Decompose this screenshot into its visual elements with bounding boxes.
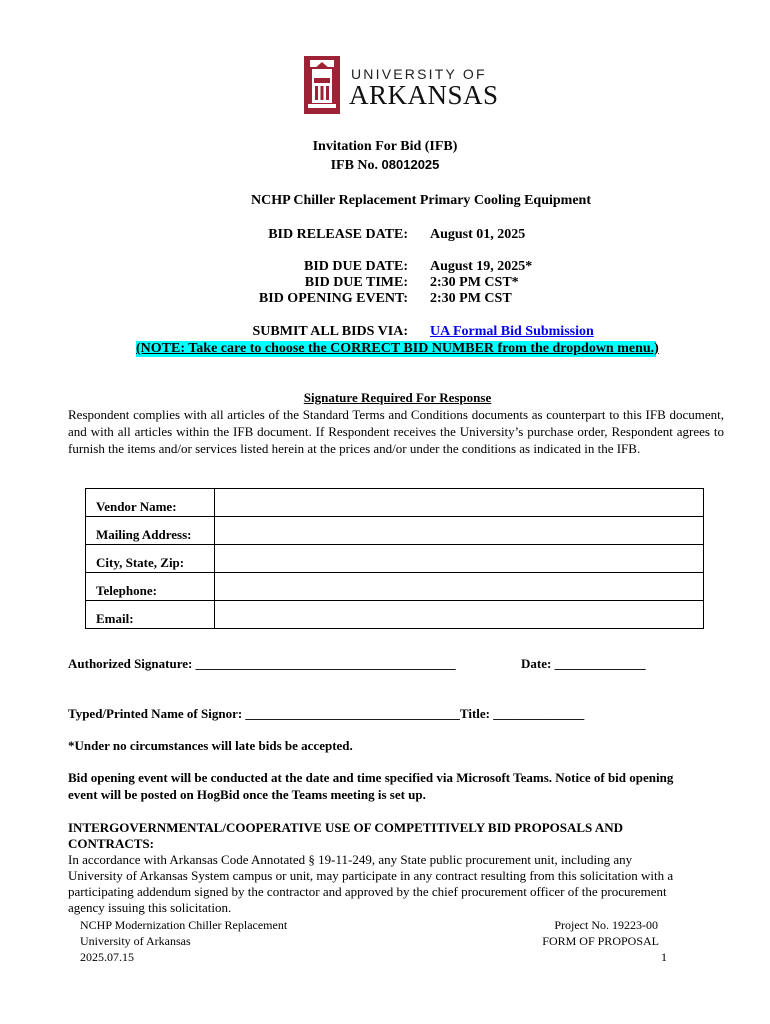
footer-project-number: Project No. 19223-00: [554, 918, 658, 932]
mailing-address-label: Mailing Address:: [86, 517, 215, 545]
dropdown-note: (NOTE: Take care to choose the CORRECT BID NUMBER from the dropdown menu.): [136, 341, 659, 356]
telephone-label: Telephone:: [86, 573, 215, 601]
ua-formal-bid-submission-link[interactable]: UA Formal Bid Submission: [430, 324, 594, 339]
due-time-value: 2:30 PM CST*: [430, 275, 519, 290]
teams-notice-line2: event will be posted on HogBid once the Teams meeting is set up.: [68, 787, 426, 802]
coop-text-line3: participating addendum signed by the contractor and approved by the chief procurement officer of the procurement: [68, 884, 667, 899]
city-state-zip-label: City, State, Zip:: [86, 545, 215, 573]
vendor-info-table: [85, 488, 704, 629]
table-row: [86, 573, 704, 601]
footer-university: University of Arkansas: [80, 934, 191, 948]
document-title: Invitation For Bid (IFB): [312, 139, 458, 154]
vendor-name-field[interactable]: [215, 489, 704, 517]
city-state-zip-field[interactable]: [215, 545, 704, 573]
email-field[interactable]: [215, 601, 704, 629]
late-bids-notice: *Under no circumstances will late bids be accepted.: [68, 738, 353, 753]
date-line[interactable]: Date: ______________: [521, 656, 646, 671]
release-date-value: August 01, 2025: [430, 227, 526, 242]
signature-heading: Signature Required For Response: [303, 390, 492, 405]
footer-right: [500, 917, 667, 965]
coop-heading-line1: INTERGOVERNMENTAL/COOPERATIVE USE OF COMPETITIVELY BID PROPOSALS AND: [68, 820, 623, 835]
mailing-address-field[interactable]: [215, 517, 704, 545]
ifb-number: 08012025: [381, 157, 440, 172]
logo-text-university: UNIVERSITY OF: [351, 66, 487, 82]
vendor-name-label: Vendor Name:: [86, 489, 215, 517]
ifb-number-line: [0, 157, 770, 174]
logo-text-arkansas: ARKANSAS: [349, 80, 499, 110]
opening-event-value: 2:30 PM CST: [430, 291, 512, 306]
email-label: Email:: [86, 601, 215, 629]
authorized-signature-line[interactable]: Authorized Signature: ________________________________________: [68, 656, 456, 671]
coop-text-line4: agency issuing this solicitation.: [68, 900, 232, 915]
coop-text-line2: University of Arkansas System campus or unit, may participate in any contract resulting from this solicitation with a: [68, 868, 674, 883]
ifb-prefix: IFB No.: [330, 158, 382, 173]
table-row: [86, 545, 704, 573]
footer-form-title: FORM OF PROPOSAL: [542, 934, 659, 948]
coop-text-line1: In accordance with Arkansas Code Annotated § 19-11-249, any State public procurement unit, including any: [68, 852, 633, 867]
due-date-label: BID DUE DATE:: [304, 259, 408, 274]
typed-name-title-line[interactable]: Typed/Printed Name of Signor: _________________________________Title: ______________: [68, 706, 585, 721]
coop-heading-line2: CONTRACTS:: [68, 836, 154, 851]
footer-project-name: NCHP Modernization Chiller Replacement: [80, 918, 288, 932]
teams-notice-line1: Bid opening event will be conducted at the date and time specified via Microsoft Teams. Notice of bid opening: [68, 770, 674, 785]
release-date-label: BID RELEASE DATE:: [268, 227, 408, 242]
respondent-paragraph: Respondent complies with all articles of the Standard Terms and Conditions documents as counterpart to this IFB document, and with all articles within the IFB document. If Respondent receives the University’s purchase order, Respondent agrees to furnish the items and/or services listed herein at the prices and/or under the conditions as indicated in the IFB.: [68, 407, 724, 456]
due-time-label: BID DUE TIME:: [304, 275, 408, 290]
table-row: [86, 489, 704, 517]
telephone-field[interactable]: [215, 573, 704, 601]
footer-left: [80, 917, 287, 965]
table-row: [86, 517, 704, 545]
opening-event-label: BID OPENING EVENT:: [258, 291, 408, 306]
due-date-value: August 19, 2025*: [430, 259, 533, 274]
page-number: 1: [661, 950, 667, 964]
submit-label: SUBMIT ALL BIDS VIA:: [252, 324, 408, 339]
footer-date: 2025.07.15: [80, 950, 134, 964]
table-row: [86, 601, 704, 629]
project-title: NCHP Chiller Replacement Primary Cooling Equipment: [251, 193, 591, 208]
